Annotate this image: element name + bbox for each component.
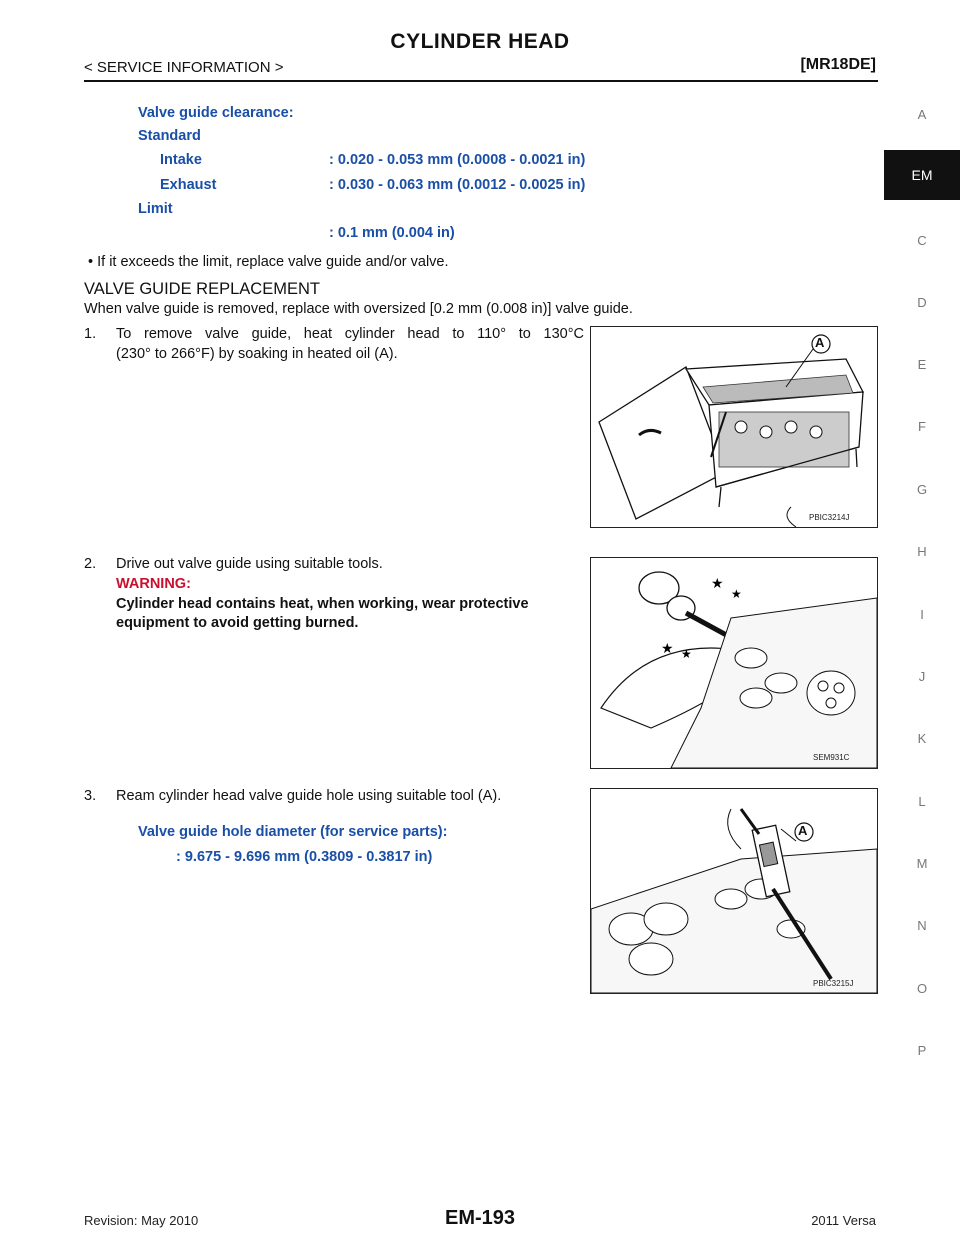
standard-label: Standard (138, 128, 201, 144)
figure-code: SEM931C (813, 753, 850, 762)
step2-number: 2. (84, 556, 97, 572)
intro-text: When valve guide is removed, replace with oversized [0.2 mm (0.008 in)] valve guide. (84, 301, 633, 317)
figure-oil-bath (590, 326, 878, 528)
limit-label: Limit (138, 201, 173, 217)
side-tab-n[interactable]: N (917, 918, 927, 933)
side-tab-g[interactable]: G (916, 482, 928, 497)
side-tab-e[interactable]: E (917, 357, 927, 372)
step1-line2: (230° to 266°F) by soaking in heated oil (A). (116, 346, 398, 362)
hole-diameter-value: : 9.675 - 9.696 mm (0.3809 - 0.3817 in) (176, 849, 433, 865)
figure-ream (590, 788, 878, 994)
bullet-note: • If it exceeds the limit, replace valve guide and/or valve. (88, 254, 449, 270)
model-label: [MR18DE] (800, 56, 876, 73)
warning-line1: Cylinder head contains heat, when working, wear protective (116, 596, 529, 612)
svg-text:★: ★ (681, 647, 692, 661)
step2-text: Drive out valve guide using suitable tools. (116, 556, 383, 572)
hole-diameter-label: Valve guide hole diameter (for service parts): (138, 824, 448, 840)
step3-text: Ream cylinder head valve guide hole using suitable tool (A). (116, 788, 502, 804)
svg-text:★: ★ (711, 576, 724, 592)
header-rule (84, 80, 878, 82)
drive-out-illustration (591, 558, 877, 768)
side-tab-em[interactable]: EM (884, 150, 960, 200)
side-tab-i[interactable]: I (920, 607, 924, 622)
oil-bath-illustration (591, 327, 877, 527)
exhaust-label: Exhaust (160, 177, 217, 193)
side-tab-l[interactable]: L (918, 794, 926, 809)
side-tab-f[interactable]: F (918, 419, 926, 434)
side-tab-d[interactable]: D (917, 295, 927, 310)
ream-illustration (591, 789, 877, 993)
side-tab-m[interactable]: M (916, 856, 928, 871)
side-tab-a[interactable]: A (917, 107, 927, 122)
intake-value: : 0.020 - 0.053 mm (0.0008 - 0.0021 in) (329, 152, 586, 168)
side-tab-k[interactable]: K (917, 731, 927, 746)
page-number: EM-193 (444, 1207, 516, 1229)
side-tab-c[interactable]: C (917, 233, 927, 248)
vehicle-model: 2011 Versa (811, 1213, 876, 1228)
callout-a-label: A (798, 823, 808, 838)
clearance-label: Valve guide clearance: (138, 105, 294, 121)
side-tab-p[interactable]: P (917, 1043, 927, 1058)
section-heading: VALVE GUIDE REPLACEMENT (84, 280, 320, 298)
svg-text:★: ★ (661, 641, 674, 657)
intake-label: Intake (160, 152, 202, 168)
warning-line2: equipment to avoid getting burned. (116, 615, 359, 631)
side-tab-o[interactable]: O (916, 981, 928, 996)
section-label: < SERVICE INFORMATION > (84, 59, 284, 76)
warning-label: WARNING: (116, 576, 191, 592)
svg-text:★: ★ (731, 587, 742, 601)
figure-drive-out (590, 557, 878, 769)
limit-value: : 0.1 mm (0.004 in) (329, 225, 455, 241)
callout-a-label: A (815, 335, 825, 350)
revision-date: Revision: May 2010 (84, 1213, 199, 1228)
step1-number: 1. (84, 326, 97, 342)
figure-code: PBIC3214J (809, 513, 850, 522)
step3-number: 3. (84, 788, 97, 804)
side-tab-h[interactable]: H (917, 544, 927, 559)
side-tab-j[interactable]: J (918, 669, 926, 684)
figure-code: PBIC3215J (813, 979, 854, 988)
page-title: CYLINDER HEAD (390, 30, 570, 53)
exhaust-value: : 0.030 - 0.063 mm (0.0012 - 0.0025 in) (329, 177, 586, 193)
step1-line1: To remove valve guide, heat cylinder head to 110° to 130°C (116, 326, 584, 342)
